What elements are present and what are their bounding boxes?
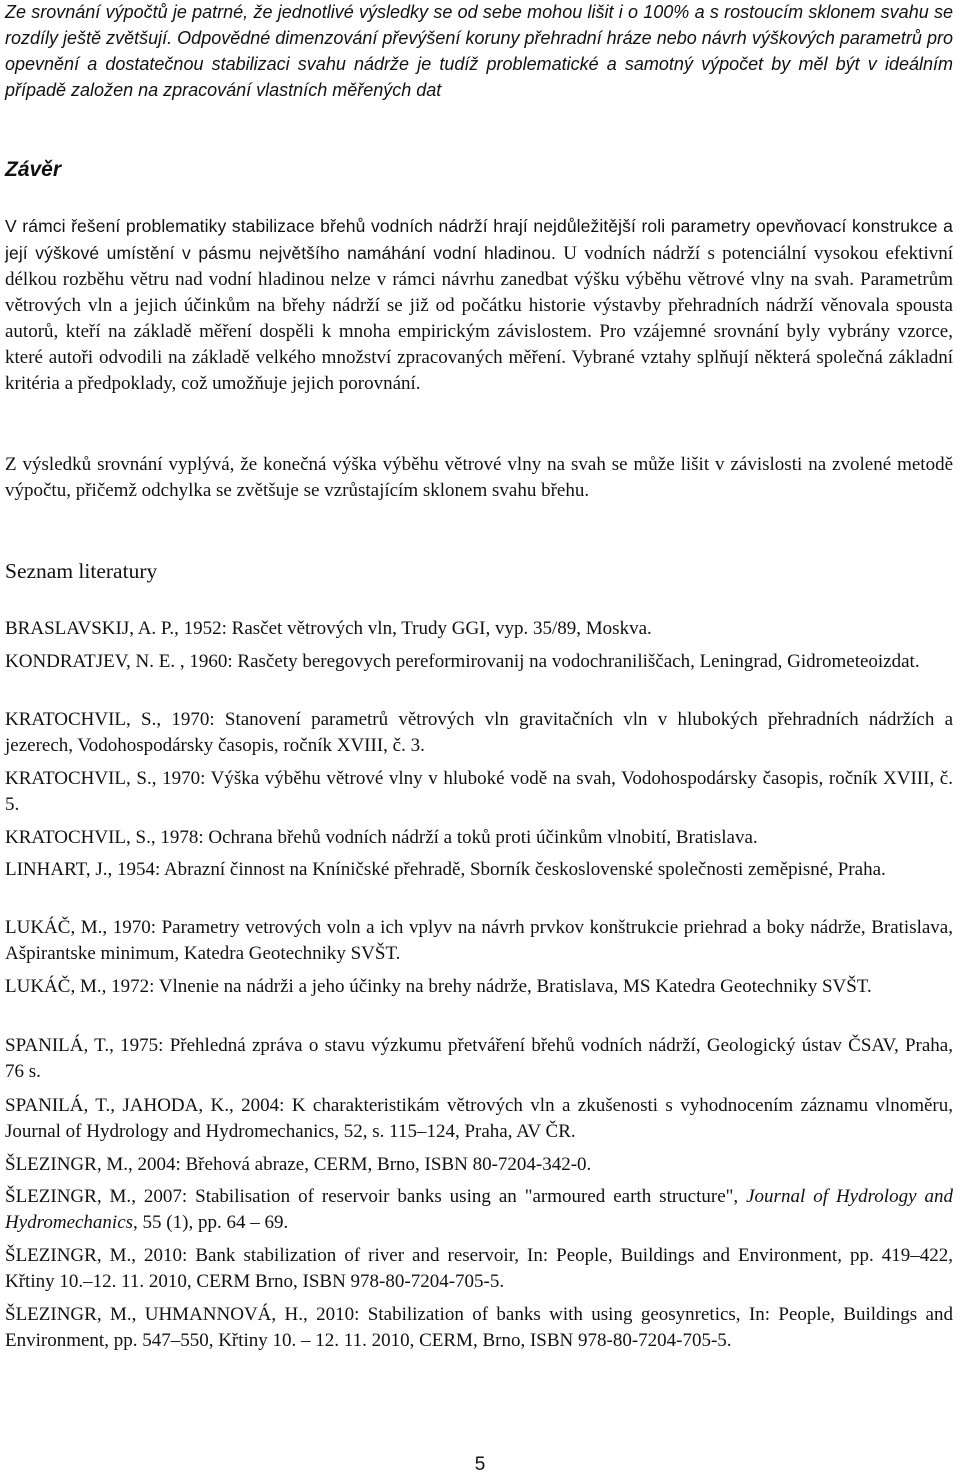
intro-paragraph: Ze srovnání výpočtů je patrné, že jednotlivé výsledky se od sebe mohou lišit i o 100% a s rostoucím sklonem svahu se rozdíly ještě zvětšují. Odpovědné dimenzování převýšení koruny přehradní hráze nebo návrh výškových parametrů pro opevnění a dostatečnou stabilizaci svahu nádrže je tudíž problematické a samotný výpočet by měl být v ideálním případě založen na zpracování vlastních měřených dat	[5, 2, 953, 100]
reference-author: ŠLEZINGR, M., UHMANNOVÁ, H.	[5, 1304, 303, 1325]
reference-author: SPANILÁ, T., JAHODA, K.	[5, 1095, 229, 1116]
reference-author: LUKÁČ, M.	[5, 976, 102, 997]
reference-journal: Journal of Hydrology and Hydromechanics	[5, 1186, 953, 1233]
reference-author: BRASLAVSKIJ, A. P.	[5, 618, 175, 639]
reference-author: KONDRATJEV, N. E.	[5, 651, 176, 672]
reference-author: ŠLEZINGR, M.	[5, 1186, 132, 1207]
reference-item	[5, 1033, 953, 1085]
reference-text: , 2010: Stabilization of banks with using geosynretics, In: People, Buildings and Environment, pp. 547–550, Křtiny 10. – 12. 11. 2010, CERM, Brno, ISBN 978-80-7204-705-5.	[5, 1304, 953, 1351]
reference-author: ŠLEZINGR, M.	[5, 1154, 128, 1175]
reference-author: LUKÁČ, M.	[5, 917, 103, 938]
reference-author: KRATOCHVIL, S.	[5, 827, 151, 848]
reference-item	[5, 766, 953, 818]
reference-item	[5, 1302, 953, 1354]
reference-text: , 1972: Vlnenie na nádrži a jeho účinky na brehy nádrže, Bratislava, MS Katedra Geotechniky SVŠT.	[101, 976, 872, 997]
reference-text: , 1978: Ochrana břehů vodních nádrží a toků proti účinkům vlnobití, Bratislava.	[150, 827, 758, 848]
reference-item	[5, 1243, 953, 1295]
results-paragraph: Z výsledků srovnání vyplývá, že konečná výška výběhu větrové vlny na svah se může lišit v závislosti na zvolené metodě výpočtu, přičemž odchylka se zvětšuje se vzrůstajícím sklonem svahu břehu.	[5, 454, 953, 501]
reference-text: , 1970: Stanovení parametrů větrových vln gravitačních vln v hlubokých přehradních nádržích a jezerech, Vodohospodársky časopis, ročník XVIII, č. 3.	[5, 709, 953, 756]
reference-text: , 1960: Rasčety beregovych pereformirovanij na vodochraniliščach, Leningrad, Gidrometeoizdat.	[175, 651, 920, 672]
reference-text: , 1952: Rasčet větrových vln, Trudy GGI, vyp. 35/89, Moskva.	[174, 618, 652, 639]
reference-text: , 2010: Bank stabilization of river and reservoir, In: People, Buildings and Environment, pp. 419–422, Křtiny 10.–12. 11. 2010, CERM Brno, ISBN 978-80-7204-705-5.	[5, 1245, 953, 1292]
reference-item	[5, 857, 953, 883]
conclusion-paragraph-serif: U vodních nádrží s potenciální vysokou efektivní délkou rozběhu větru nad vodní hladinou nelze v rámci návrhu zanedbat výšku výběhu větrové vlny na svah. Parametrům větrových vln a jejich účinkům na břehy nádrží se již od počátku historie výstavby přehradních nádrží věnovala spousta autorů, kteří na základě měření dospěli k mnoha empirickým závislostem. Pro vzájemné srovnání byly vybrány vzorce, které autoři odvodili na základě velkého množství zpracovaných měření. Vybrané vztahy splňují některá společná základní kritéria a předpoklady, což umožňuje jejich porovnání.	[5, 243, 954, 394]
reference-text: , 1954: Abrazní činnost na Kníničské přehradě, Sborník československé společnosti zeměpisné, Praha.	[107, 859, 886, 880]
reference-text: , 2004: K charakteristikám větrových vln a zkušenosti s vyhodnocením záznamu vlnoměru, Journal of Hydrology and Hydromechanics, 52, s. 115–124, Praha, AV ČR.	[5, 1095, 953, 1142]
reference-text: , 1970: Výška výběhu větrové vlny v hluboké vodě na svah, Vodohospodársky časopis, ročník XVIII, č. 5.	[5, 768, 953, 815]
reference-item	[5, 974, 953, 1000]
reference-text: , 1975: Přehledná zpráva o stavu výzkumu přetváření břehů vodních nádrží, Geologický ústav ČSAV, Praha, 76 s.	[5, 1035, 953, 1082]
reference-text: , 2007: Stabilisation of reservoir banks using an "armoured earth structure",	[131, 1186, 747, 1207]
reference-item	[5, 1184, 953, 1236]
reference-text: , 2004: Břehová abraze, CERM, Brno, ISBN 80-7204-342-0.	[127, 1154, 592, 1175]
reference-text: , 1970: Parametry vetrových voln a ich vplyv na návrh prvkov konštrukcie priehrad a boky nádrže, Bratislava, Ašpirantske minimum, Katedra Geotechniky SVŠT.	[5, 917, 953, 964]
reference-item	[5, 1093, 953, 1145]
reference-author: SPANILÁ, T.	[5, 1035, 110, 1056]
conclusion-paragraph-sans: V rámci řešení problematiky stabilizace břehů vodních nádrží hrají nejdůležitější roli parametry opevňovací konstrukce a její výškové umístění v pásmu největšího namáhání vodní hladinou.	[5, 216, 953, 263]
reference-item	[5, 649, 953, 675]
reference-item	[5, 825, 953, 851]
reference-author: ŠLEZINGR, M.	[5, 1245, 132, 1266]
reference-item	[5, 707, 953, 759]
reference-item	[5, 915, 953, 967]
conclusion-paragraph	[5, 213, 953, 397]
literature-heading: Seznam literatury	[5, 559, 158, 583]
reference-item	[5, 616, 953, 642]
reference-author: KRATOCHVIL, S.	[5, 709, 157, 730]
reference-author: LINHART, J.	[5, 859, 108, 880]
conclusion-heading: Závěr	[5, 158, 62, 181]
page-number: 5	[474, 1454, 486, 1475]
reference-tail: , 55 (1), pp. 64 – 69.	[133, 1212, 289, 1233]
reference-item	[5, 1152, 953, 1178]
reference-author: KRATOCHVIL, S.	[5, 768, 152, 789]
